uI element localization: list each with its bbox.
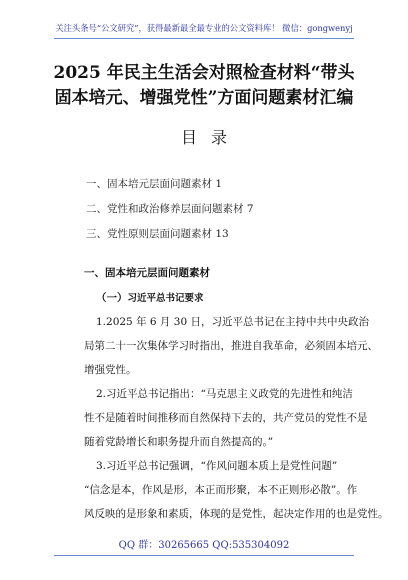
paragraph-2-line-3: 随着党龄增长和职务提升而自然提高的。” [84,436,274,448]
document-title [30,61,378,111]
paragraph-3-line-3: 风反映的是形象和素质，体现的是党性，起决定作用的也是党性。 [84,508,389,520]
paragraph-1-line-1: 1.2025 年 6 月 30 日，习近平总书记在主持中共中央政治 [96,316,369,328]
section-heading: 一、固本培元层面问题素材 [84,267,210,279]
subsection-note: 习近平总书记要求 [127,293,204,304]
paragraph-2-line-1: 2.习近平总书记指出：“马克思主义政党的先进性和纯洁 [96,388,353,400]
toc-item-2[interactable]: 二、党性和政治修养层面问题素材 7 [86,203,254,215]
subsection-number: （一） [96,292,128,304]
title-line-1: 2025 年民主生活会对照检查材料“带头 [53,63,355,83]
header-divider [54,38,354,39]
subsection-heading [96,290,204,305]
toc-title: 目录 [180,128,241,147]
toc-item-3[interactable]: 三、党性原则层面问题素材 13 [86,228,229,240]
footer-contact: QQ 群：30265665 QQ:535304092 [118,540,290,551]
header-note: 关注头条号“公文研究”，获得最新最全最专业的公文资料库！ 微信：gongwenyj [55,23,353,33]
paragraph-2-line-2: 性不是随着时间推移而自然保持下去的，共产党员的党性不是 [84,412,368,424]
paragraph-3-line-2: “信念是本，作风是形，本正而形聚，本不正则形必散”。作 [84,484,358,496]
title-line-2: 固本培元、增强党性”方面问题素材汇编 [54,88,354,108]
paragraph-3-line-1: 3.习近平总书记强调，“作风问题本质上是党性问题” [96,460,338,472]
toc-item-1[interactable]: 一、固本培元层面问题素材 1 [86,178,223,190]
footer-divider [54,555,354,556]
paragraph-1-line-2: 局第二十一次集体学习时指出，推进自我革命，必须固本培元、 [84,340,378,352]
paragraph-1-line-3: 增强党性。 [84,364,137,376]
